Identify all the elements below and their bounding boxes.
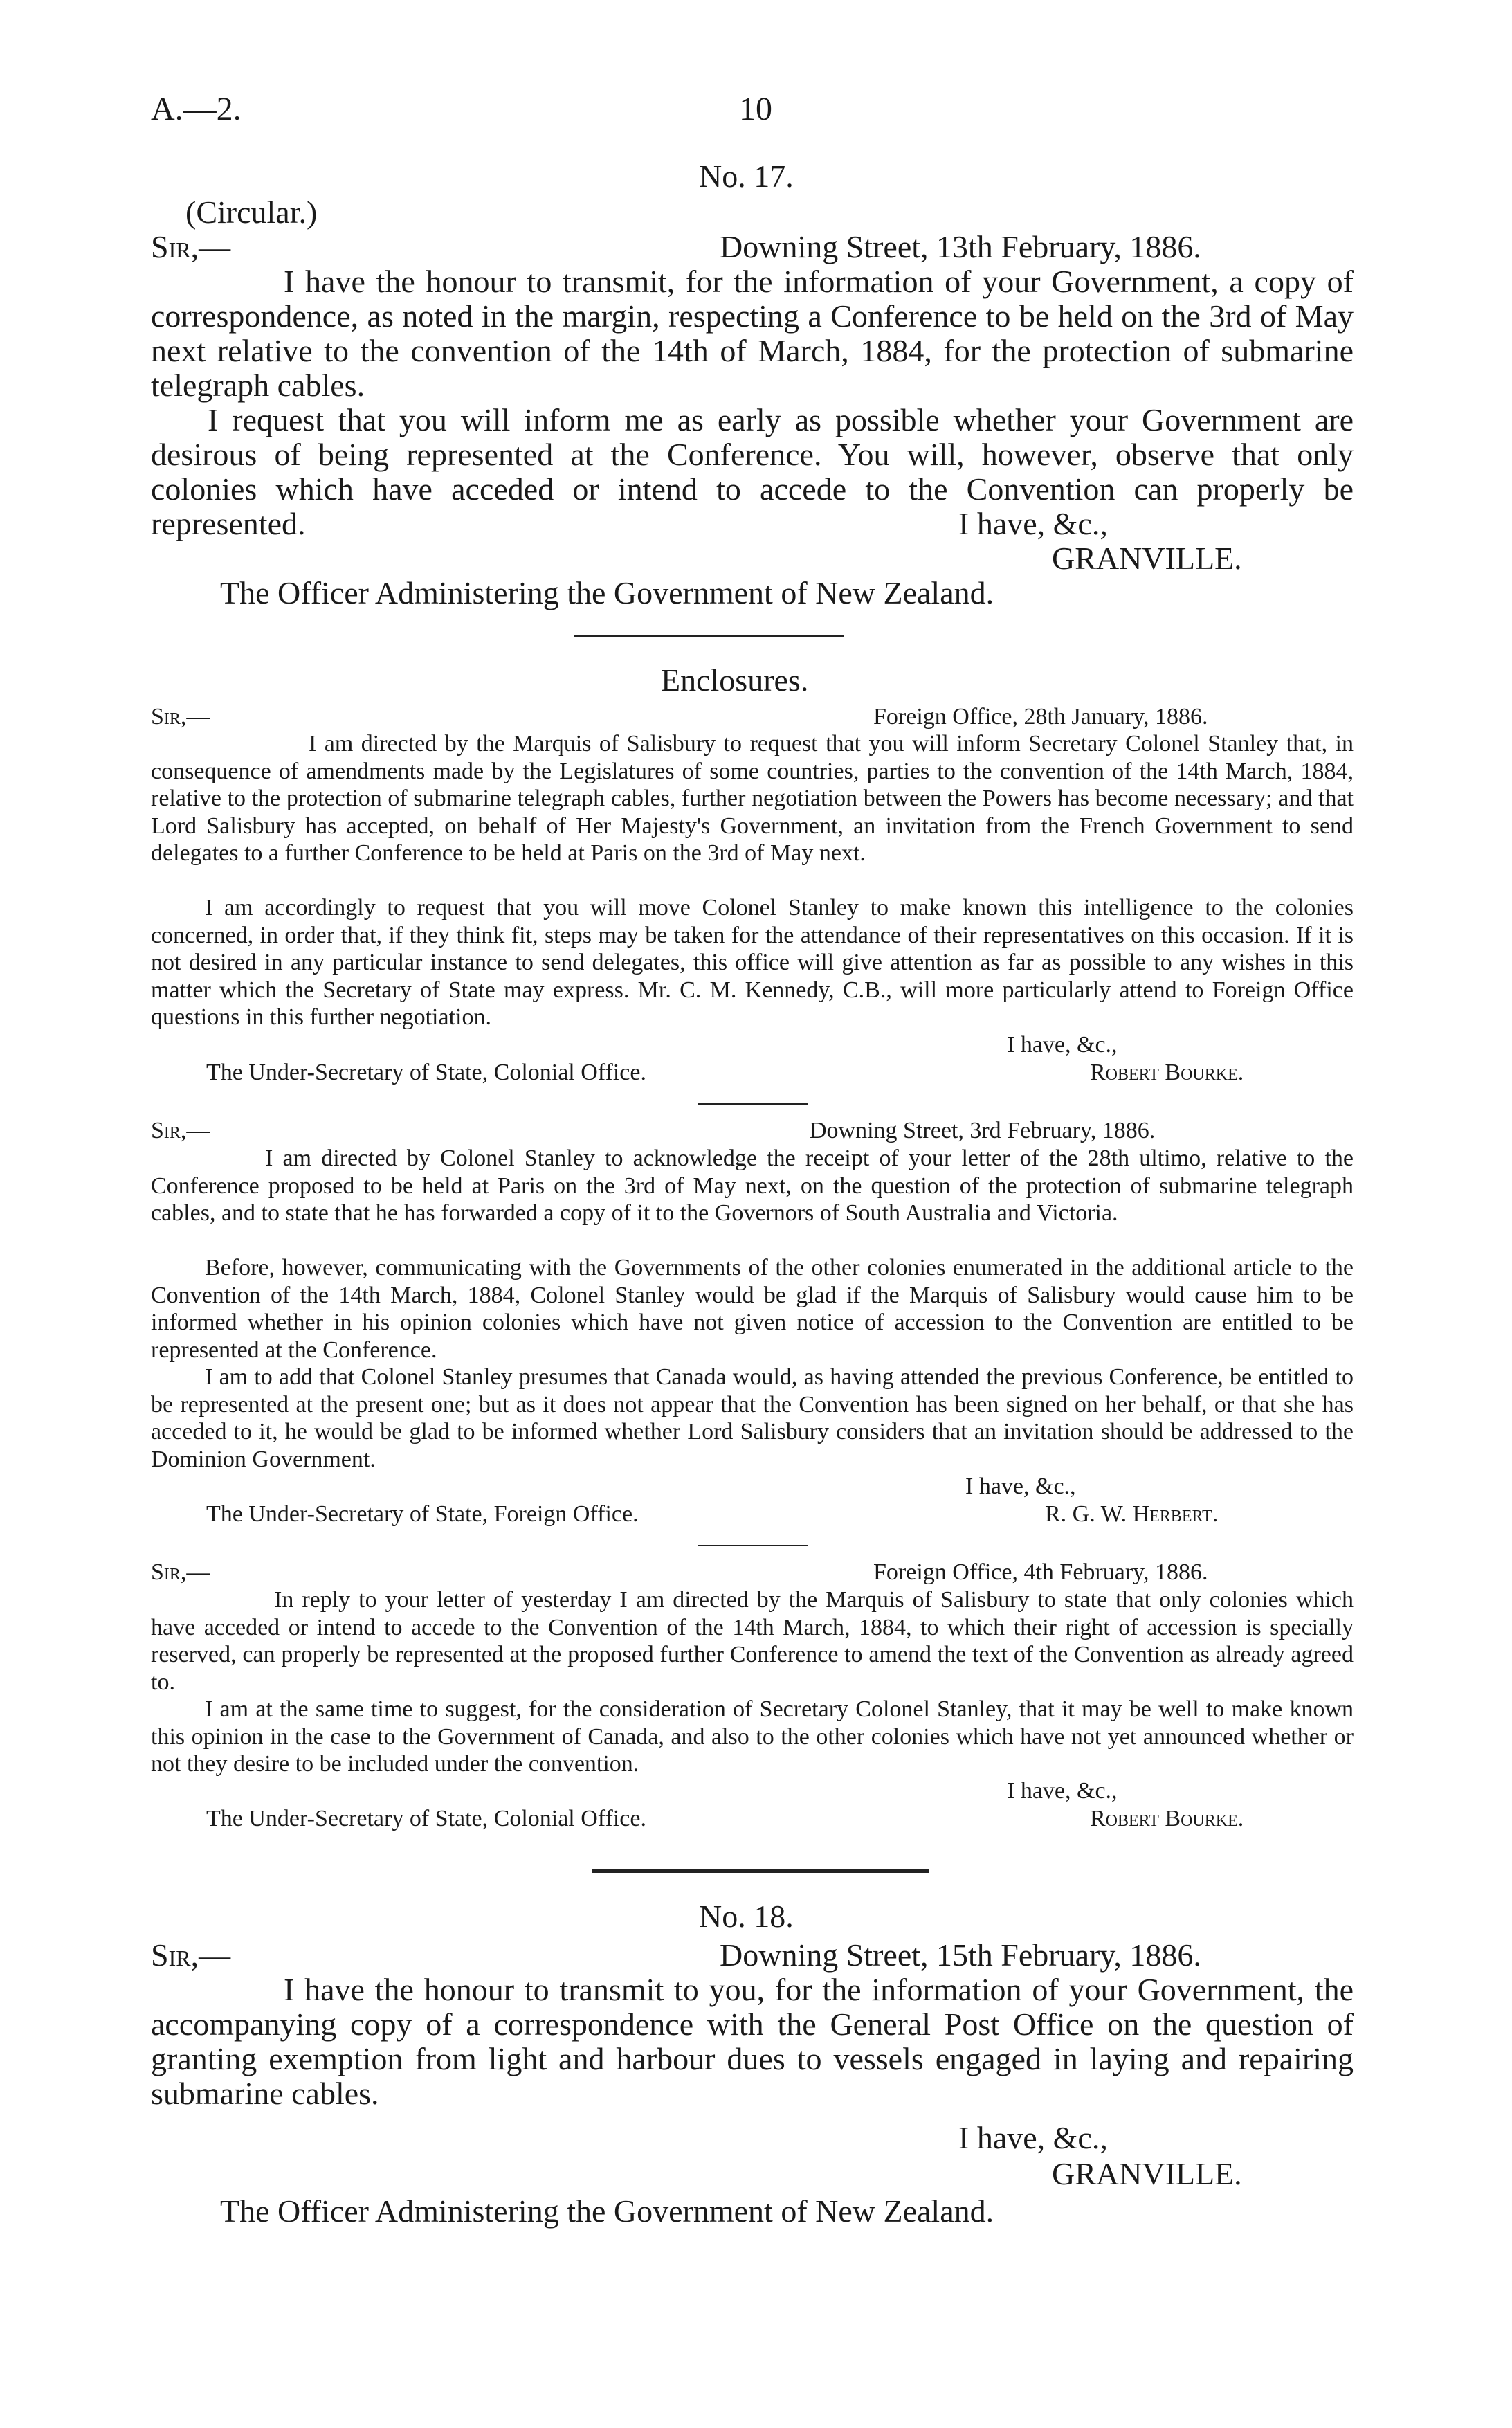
letter-18-signature: GRANVILLE. [1052,2156,1242,2191]
enclosure-3-salutation: Sir,— [151,1559,210,1585]
enclosure-2-salutation: Sir,— [151,1118,210,1143]
section-divider [574,635,844,637]
series-reference: A.—2. [151,91,242,127]
enclosure-1-signature: Robert Bourke. [1090,1060,1244,1085]
enclosure-2-paragraph-3: I am to add that Colonel Stanley presumes that Canada would, as having attended the previous Conference, be entitled to be represented at the present one; but as it does not appear that the Convention has been signed on her behalf, or that she has acceded to it, he would be glad to be informed whether Lord Salisbury considers that an invitation should be addressed to the Dominion Government. [151,1364,1354,1472]
enclosure-3-signature: Robert Bourke. [1090,1806,1244,1831]
enclosure-2-paragraph-2: Before, however, communicating with the Governments of the other colonies enumerated in the additional article to the Convention of the 14th March, 1884, Colonel Stanley would be glad if the Marquis of Salisbury would cause him to be informed whether in his opinion colonies which have not given notice of accession to the Convention are entitled to be represented at the Conference. [151,1255,1354,1363]
section-divider-heavy [592,1869,929,1873]
enclosure-1-closing: I have, &c., [1007,1032,1118,1058]
enclosure-divider-2 [698,1545,808,1546]
enclosure-1-paragraph-2: I am accordingly to request that you will move Colonel Stanley to make known this intelligence to the colonies concerned, in order that, if they think fit, steps may be taken for the attendance of their representatives on this occasion. If it is not desired in any particular instance to send delegates, this office will give attention as far as possible to any wishes in this matter which the Secretary of State may express. Mr. C. M. Kennedy, C.B., will more particularly attend to Foreign Office questions in this further negotiation. [151,895,1354,1030]
letter-18-addressee: The Officer Administering the Government of New Zealand. [220,2193,994,2229]
enclosure-2-paragraph-1: I am directed by Colonel Stanley to acknowledge the receipt of your letter of the 28th ultimo, relative to the Conference proposed to be held at Paris on the 3rd of May next, on the question of the protection of submarine telegraph cables, and to state that he has forwarded a copy of it to the Governors of South Australia and Victoria. [151,1145,1354,1226]
enclosure-1-salutation: Sir,— [151,704,210,730]
letter-17-closing: I have, &c., [958,506,1108,541]
enclosures-heading: Enclosures. [661,662,809,698]
letter-17-salutation: Sir,— [151,229,231,264]
enclosure-2-addressee: The Under-Secretary of State, Foreign Office. [206,1501,639,1527]
letter-18-paragraph-1: I have the honour to transmit to you, for the information of your Government, the accompanying copy of a correspondence with the General Post Office on the question of granting exemption from light and harbour dues to vessels engaged in laying and repairing submarine cables. [151,1972,1354,2111]
letter-18-closing: I have, &c., [958,2120,1108,2155]
letter-17-place-date: Downing Street, 13th February, 1886. [720,229,1201,264]
letter-17-paragraph-1: I have the honour to transmit, for the information of your Government, a copy of correspondence, as noted in the margin, respecting a Conference to be held on the 3rd of May next relative to the convention of the 14th of March, 1884, for the protection of submarine telegraph cables. [151,264,1354,403]
letter-18-number: No. 18. [699,1899,794,1934]
enclosure-3-closing: I have, &c., [1007,1778,1118,1804]
enclosure-divider-1 [698,1103,808,1105]
enclosure-1-paragraph-1: I am directed by the Marquis of Salisbury to request that you will inform Secretary Colonel Stanley that, in consequence of amendments made by the Legislatures of some countries, parties to the convention of the 14th March, 1884, relative to the protection of submarine telegraph cables, further negotiation between the Powers has become necessary; and that Lord Salisbury has accepted, on behalf of Her Majesty's Government, an invitation from the French Government to send delegates to a further Conference to be held at Paris on the 3rd of May next. [151,731,1354,866]
enclosure-2-place-date: Downing Street, 3rd February, 1886. [810,1118,1156,1143]
letter-17-addressee: The Officer Administering the Government of New Zealand. [220,575,994,610]
letter-18-place-date: Downing Street, 15th February, 1886. [720,1937,1201,1973]
letter-17-number: No. 17. [699,158,794,194]
letter-17-circular-label: (Circular.) [185,194,318,230]
letter-18-salutation: Sir,— [151,1937,231,1973]
enclosure-3-place-date: Foreign Office, 4th February, 1886. [873,1559,1208,1585]
enclosure-3-addressee: The Under-Secretary of State, Colonial Office. [206,1806,646,1831]
letter-17-signature: GRANVILLE. [1052,541,1242,576]
enclosure-2-signature: R. G. W. Herbert. [1045,1501,1219,1527]
enclosure-3-paragraph-1: In reply to your letter of yesterday I am directed by the Marquis of Salisbury to state that only colonies which have acceded or intend to accede to the Convention of the 14th March, 1884, to which their right of accession is specially reserved, can properly be represented at the proposed further Conference to amend the text of the Convention as already agreed to. [151,1587,1354,1695]
enclosure-1-addressee: The Under-Secretary of State, Colonial Office. [206,1060,646,1085]
letter-17-paragraph-2: I request that you will inform me as early as possible whether your Government are desirous of being represented at the Conference. You will, however, observe that only colonies which have acceded or intend to accede to the Convention can properly be represented. [151,402,1354,541]
enclosure-3-paragraph-2: I am at the same time to suggest, for the consideration of Secretary Colonel Stanley, that it may be well to make known this opinion in the case to the Government of Canada, and also to the other colonies which have not yet announced whether or not they desire to be included under the convention. [151,1696,1354,1777]
enclosure-2-closing: I have, &c., [965,1474,1076,1499]
page-number: 10 [739,91,772,127]
enclosure-1-place-date: Foreign Office, 28th January, 1886. [873,704,1208,730]
